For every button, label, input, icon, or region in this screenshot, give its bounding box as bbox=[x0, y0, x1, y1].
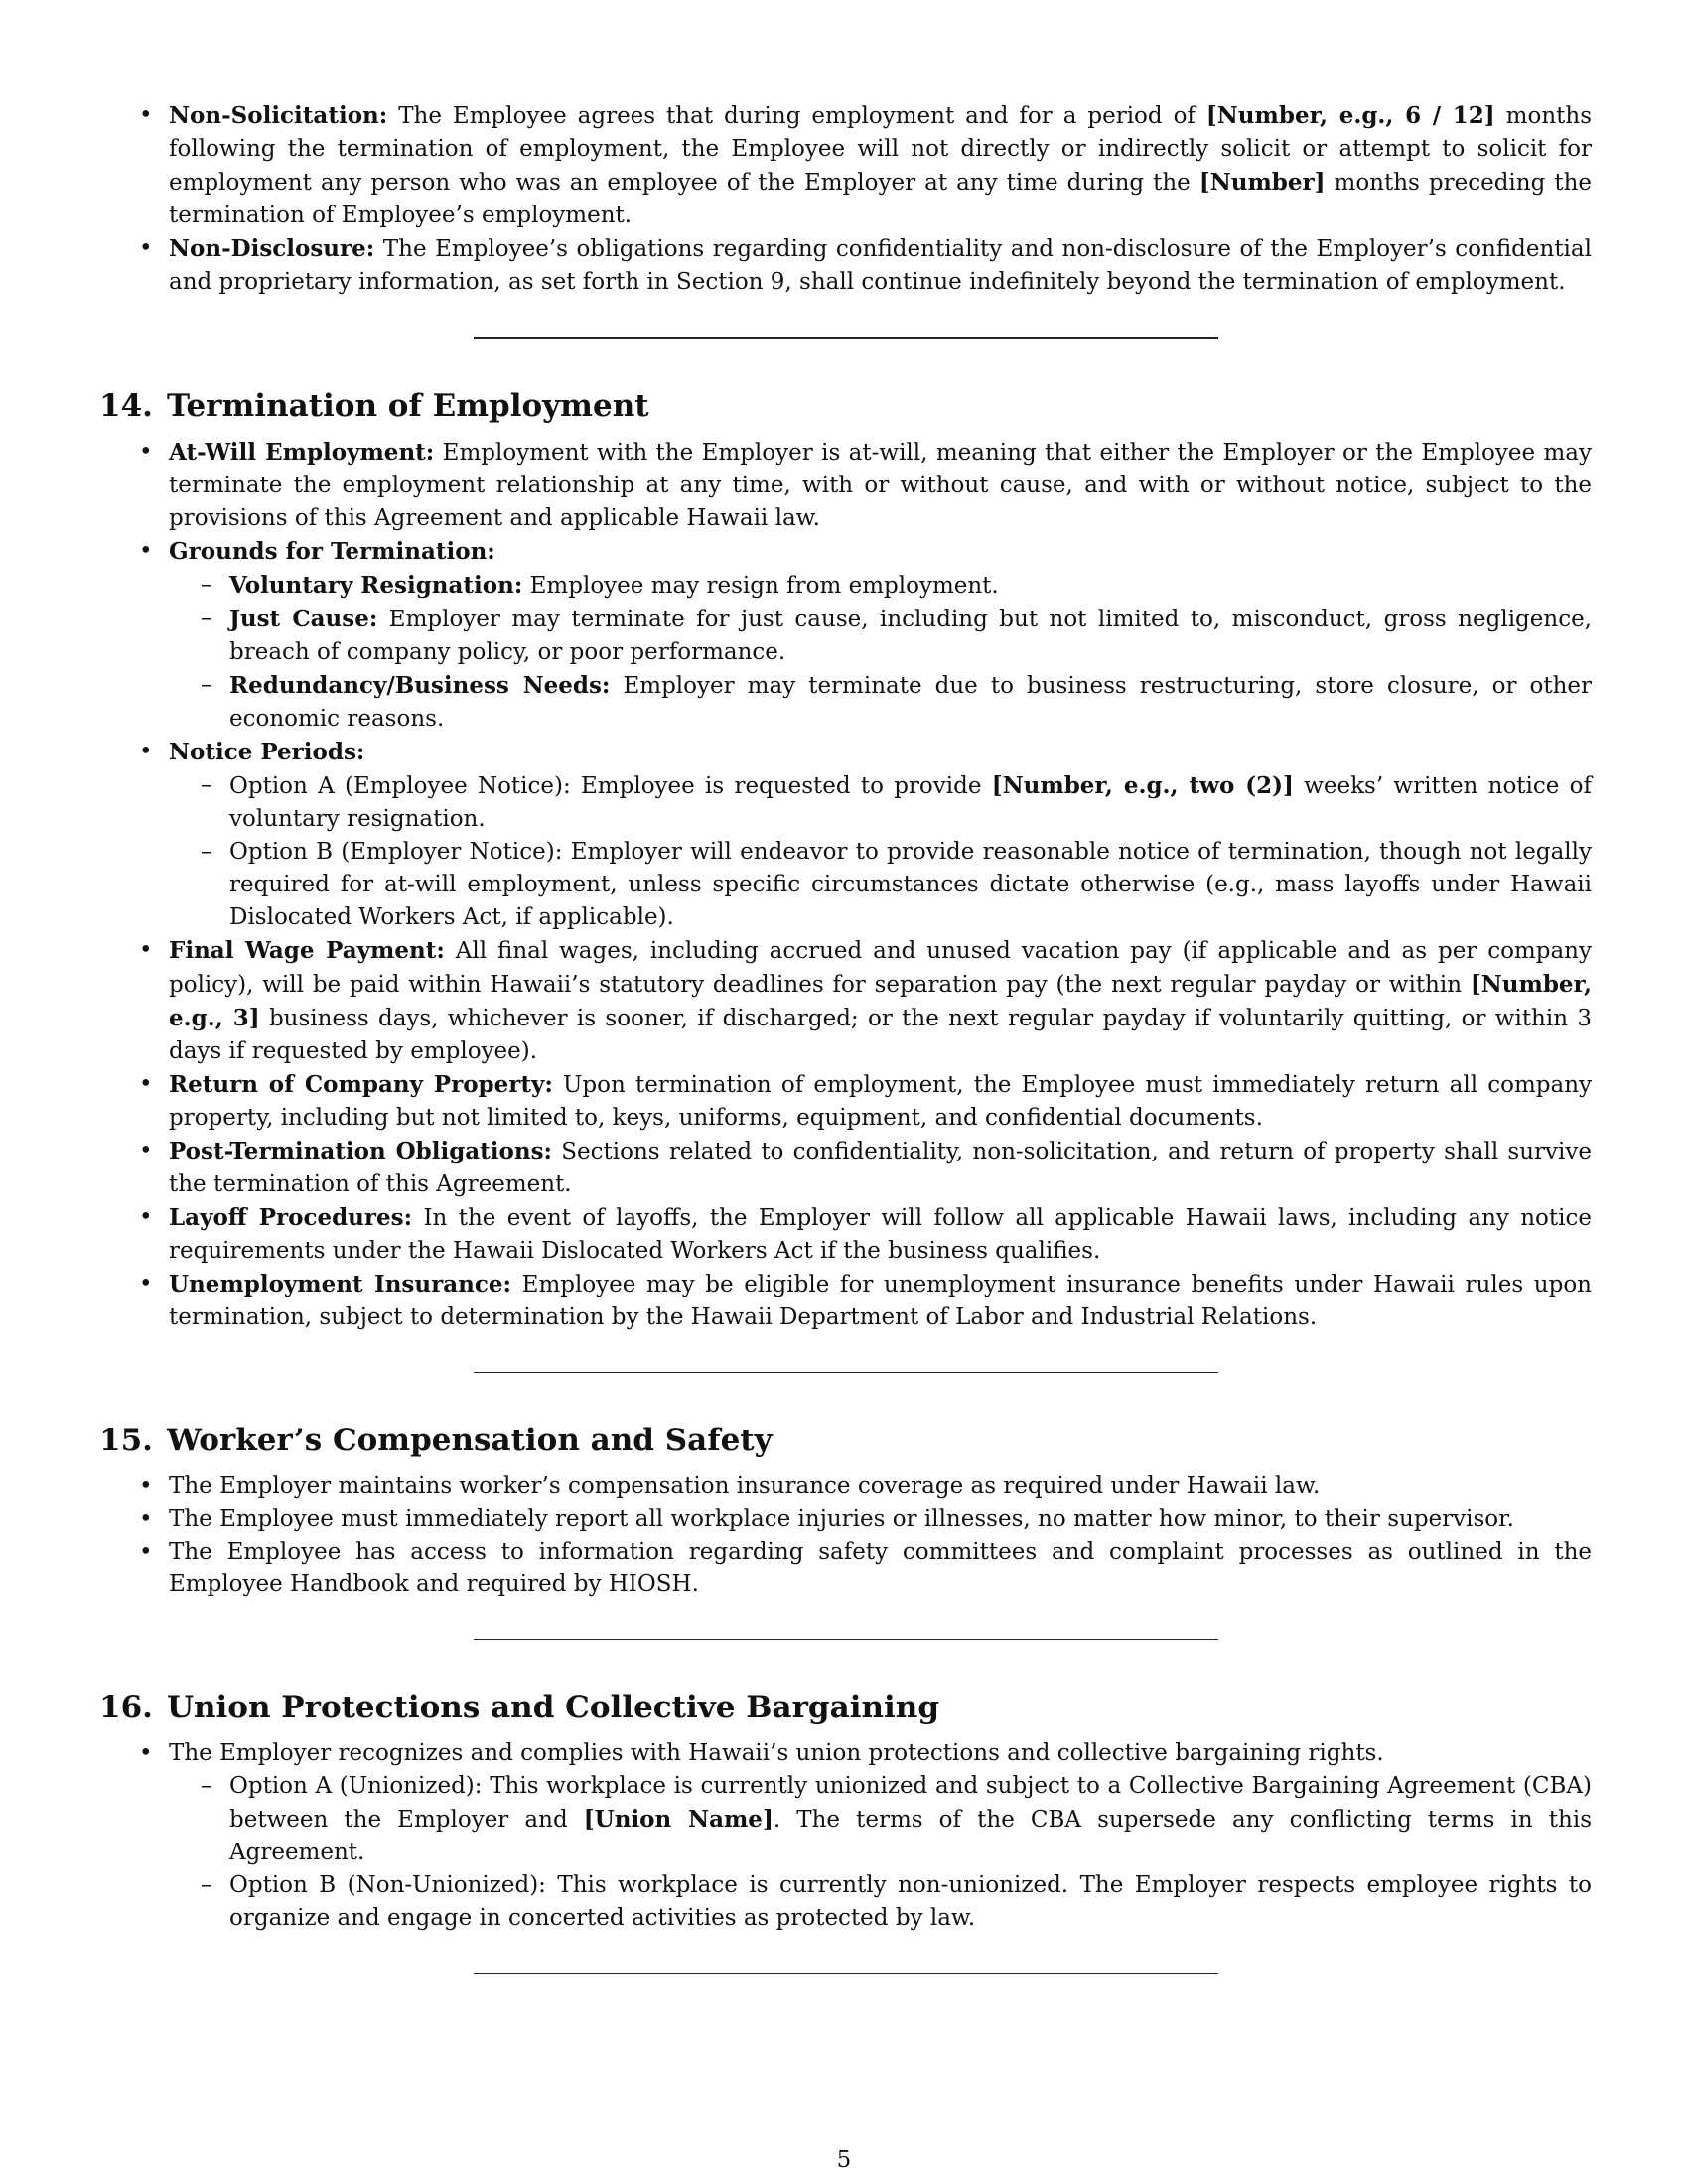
item-label: At-Will Employment: bbox=[169, 439, 435, 466]
page-content bbox=[99, 99, 1592, 1974]
sub-list bbox=[169, 769, 1592, 934]
section-divider bbox=[474, 1372, 1218, 1373]
item-text: All final wages, including accrued and unused vacation pay (if applicable and as per company policy), will be paid within Hawaii’s statutory deadlines for separation pay (the next regular payday or within bbox=[169, 938, 1592, 998]
page-number: 5 bbox=[836, 2147, 852, 2173]
section-divider bbox=[474, 337, 1218, 339]
section-14-heading bbox=[99, 386, 1592, 426]
section-16-heading bbox=[99, 1688, 1592, 1727]
sub-list-item bbox=[169, 669, 1592, 736]
item-label: Post-Termination Obligations: bbox=[169, 1138, 553, 1164]
list-item: • The Employer maintains worker’s compensation insurance coverage as required under Hawaii law. bbox=[99, 1470, 1592, 1503]
placeholder-field: [Union Name] bbox=[583, 1806, 774, 1833]
list-item bbox=[99, 535, 1592, 736]
list-item bbox=[99, 99, 1592, 232]
sub-list-item bbox=[169, 836, 1592, 934]
item-text: business days, whichever is sooner, if discharged; or the next regular payday if voluntarily quitting, or within 3 days if requested by employee). bbox=[169, 1006, 1592, 1064]
item-text: In the event of layoffs, the Employer will follow all applicable Hawaii laws, including any notice requirements under the Hawaii Dislocated Workers Act if the business qualifies. bbox=[169, 1205, 1592, 1264]
item-label: Non-Disclosure: bbox=[169, 235, 375, 262]
list-item bbox=[99, 1068, 1592, 1135]
list-item bbox=[99, 1135, 1592, 1201]
section-15-list bbox=[99, 1470, 1592, 1601]
placeholder-field: [Number, e.g., 3] bbox=[169, 971, 1592, 1031]
placeholder-field: [Number] bbox=[1198, 169, 1326, 196]
sub-list-item bbox=[169, 1770, 1592, 1869]
item-text: . The terms of the CBA supersede any conflicting terms in this Agreement. bbox=[229, 1807, 1592, 1865]
item-label: Unemployment Insurance: bbox=[169, 1271, 511, 1297]
item-text: Employer may terminate for just cause, including but not limited to, misconduct, gross negligence, breach of company policy, or poor performance. bbox=[229, 607, 1592, 665]
item-text: Sections related to confidentiality, non-solicitation, and return of property shall survive the termination of this Agreement. bbox=[169, 1139, 1592, 1197]
section-title: Worker’s Compensation and Safety bbox=[166, 1423, 773, 1458]
section-divider bbox=[474, 1639, 1218, 1640]
placeholder-field: [Number, e.g., 6 / 12] bbox=[1205, 102, 1495, 129]
list-item bbox=[99, 736, 1592, 934]
placeholder-field: [Number, e.g., two (2)] bbox=[991, 772, 1294, 799]
item-label: Voluntary Resignation: bbox=[229, 572, 523, 599]
item-text: Employer may terminate due to business restructuring, store closure, or other economic reasons. bbox=[229, 673, 1593, 732]
section-number: 15. bbox=[99, 1423, 153, 1458]
section-number: 14. bbox=[99, 388, 153, 424]
item-label: Just Cause: bbox=[229, 606, 378, 632]
list-item bbox=[99, 1737, 1592, 1935]
sub-list-item bbox=[169, 1869, 1592, 1935]
item-label: Notice Periods: bbox=[169, 739, 365, 765]
item-text: The Employer recognizes and complies with Hawaii’s union protections and collective bargaining rights. bbox=[169, 1740, 1384, 1766]
item-text: Option A (Unionized): This workplace is currently unionized and subject to a Collective Bargaining Agreement (CBA) between the Employer and bbox=[229, 1773, 1592, 1833]
list-item bbox=[99, 1268, 1592, 1334]
item-text: Employee may resign from employment. bbox=[522, 573, 999, 599]
section-title: Termination of Employment bbox=[166, 388, 649, 424]
sub-list bbox=[169, 569, 1592, 736]
item-text: months preceding the termination of Employee’s employment. bbox=[169, 170, 1592, 228]
list-item bbox=[99, 934, 1592, 1068]
section-16-list bbox=[99, 1737, 1592, 1935]
item-text: The Employee’s obligations regarding confidentiality and non-disclosure of the Employer’s confidential and proprietary information, as set forth in Section 9, shall continue indefinitely beyond the termination of employment. bbox=[169, 236, 1592, 295]
list-item: • The Employee has access to information regarding safety committees and complaint processes as outlined in the Employee Handbook and required by HIOSH. bbox=[99, 1536, 1592, 1601]
sub-list-item bbox=[169, 569, 1592, 603]
item-text: Employment with the Employer is at-will, meaning that either the Employer or the Employee may terminate the employment relationship at any time, with or without cause, and with or without notice, subject to the provisions of this Agreement and applicable Hawaii law. bbox=[169, 440, 1592, 531]
section-divider bbox=[474, 1973, 1218, 1974]
item-text: The Employee agrees that during employment and for a period of bbox=[387, 103, 1206, 129]
item-text: Option A (Employee Notice): Employee is requested to provide bbox=[229, 773, 992, 799]
intro-list bbox=[99, 99, 1592, 299]
sub-list-item bbox=[169, 769, 1592, 836]
list-item bbox=[99, 232, 1592, 299]
item-text: Option B (Employer Notice): Employer will endeavor to provide reasonable notice of termination, though not legally required for at-will employment, unless specific circumstances dictate otherwise (e.g., mass layoffs under Hawaii Dislocated Workers Act, if applicable). bbox=[229, 839, 1592, 930]
section-number: 16. bbox=[99, 1690, 153, 1725]
section-14-list bbox=[99, 436, 1592, 1334]
item-text: Employee may be eligible for unemployment insurance benefits under Hawaii rules upon termination, subject to determination by the Hawaii Department of Labor and Industrial Relations. bbox=[169, 1272, 1592, 1330]
sub-list-item bbox=[169, 603, 1592, 669]
item-label: Grounds for Termination: bbox=[169, 538, 495, 565]
list-item bbox=[99, 1201, 1592, 1268]
item-text: weeks’ written notice of voluntary resignation. bbox=[229, 773, 1593, 832]
section-15-heading bbox=[99, 1421, 1592, 1460]
item-text: Upon termination of employment, the Employee must immediately return all company property, including but not limited to, keys, uniforms, equipment, and confidential documents. bbox=[169, 1072, 1592, 1131]
section-title: Union Protections and Collective Bargaining bbox=[166, 1690, 939, 1725]
item-label: Redundancy/Business Needs: bbox=[229, 672, 611, 699]
sub-list bbox=[169, 1770, 1592, 1935]
item-label: Non-Solicitation: bbox=[169, 102, 388, 129]
item-label: Layoff Procedures: bbox=[169, 1204, 413, 1231]
item-label: Final Wage Payment: bbox=[169, 937, 445, 964]
item-text: Option B (Non-Unionized): This workplace is currently non-unionized. The Employer respects employee rights to organize and engage in concerted activities as protected by law. bbox=[229, 1872, 1592, 1931]
list-item bbox=[99, 436, 1592, 535]
item-label: Return of Company Property: bbox=[169, 1071, 553, 1098]
item-text: months following the termination of employment, the Employee will not directly or indirectly solicit or attempt to solicit for employment any person who was an employee of the Employer at any time during the bbox=[169, 103, 1592, 196]
list-item: • The Employee must immediately report all workplace injuries or illnesses, no matter how minor, to their supervisor. bbox=[99, 1503, 1592, 1536]
